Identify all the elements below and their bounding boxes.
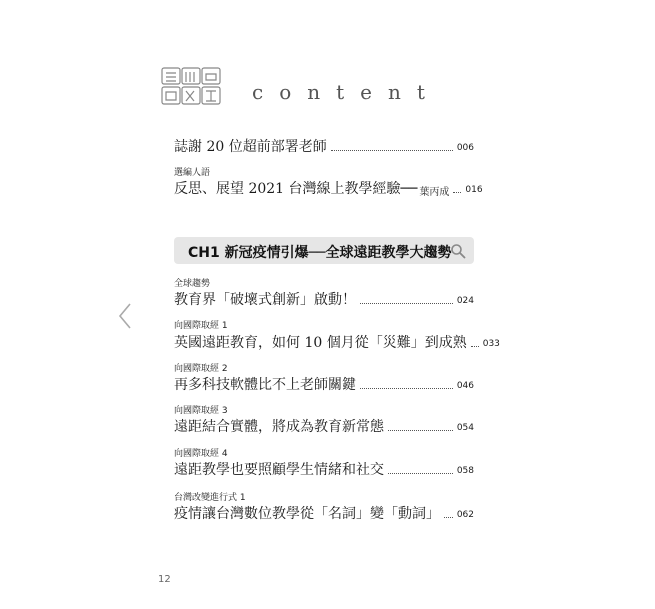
toc-entry-title: 遠距結合實體，將成為教育新常態 [174,419,384,435]
leader-dots [360,303,453,304]
leader-dots [360,388,453,389]
toc-entry-title: 反思、展望 2021 台灣線上教學經驗── [174,181,418,197]
search-icon[interactable] [450,243,466,259]
toc-entry-kicker: 台灣改變進行式 1 [174,493,246,503]
toc-entry[interactable] [174,501,474,523]
toc-entry-kicker: 向國際取經 2 [174,364,228,374]
toc-entry-page: 058 [456,466,474,476]
toc-entry-title: 誌謝 20 位超前部署老師 [174,139,327,155]
toc-entry-kicker: 向國際取經 3 [174,406,228,416]
toc-entry-title: 再多科技軟體比不上老師關鍵 [174,377,356,393]
leader-dots [453,192,461,193]
toc-entry-title: 遠距教學也要照顧學生情緒和社交 [174,462,384,478]
chevron-left-icon[interactable] [118,302,132,330]
toc-entry[interactable] [174,134,474,156]
content-heading: content [252,80,441,104]
toc-entry[interactable] [174,372,474,394]
leader-dots [444,517,453,518]
stamp-seal-icon [160,66,222,106]
toc-entry-page: 006 [456,143,474,153]
toc-entry-page: 016 [465,185,483,195]
leader-dots [331,150,453,151]
toc-entry-title: 疫情讓台灣數位教學從「名詞」變「動詞」 [174,506,440,522]
toc-entry-page: 024 [456,296,474,306]
toc-entry-page: 046 [456,381,474,391]
toc-entry-author: 葉丙成 [419,187,450,198]
toc-entry-page: 062 [456,510,474,520]
toc-entry-kicker: 選編人語 [174,168,211,178]
toc-entry-kicker: 向國際取經 1 [174,321,228,331]
toc-entry[interactable] [174,287,474,309]
toc-entry-page: 033 [482,339,500,349]
leader-dots [388,430,453,431]
toc-entry-kicker: 全球趨勢 [174,279,211,289]
toc-entry[interactable] [174,457,474,479]
chapter-title: CH1 新冠疫情引爆──全球遠距教學大趨勢 [188,245,452,261]
toc-entry[interactable] [174,414,474,436]
page-number: 12 [158,574,171,585]
toc-entry-page: 054 [456,423,474,433]
chapter-header[interactable] [174,237,474,264]
toc-entry[interactable] [174,330,500,352]
leader-dots [388,473,453,474]
toc-entry-title: 教育界「破壞式創新」啟動！ [174,292,356,308]
toc-entry-kicker: 向國際取經 4 [174,449,228,459]
toc-entry[interactable] [174,176,483,198]
toc-entry-title: 英國遠距教育，如何 10 個月從「災難」到成熟 [174,335,467,351]
leader-dots [471,346,479,347]
